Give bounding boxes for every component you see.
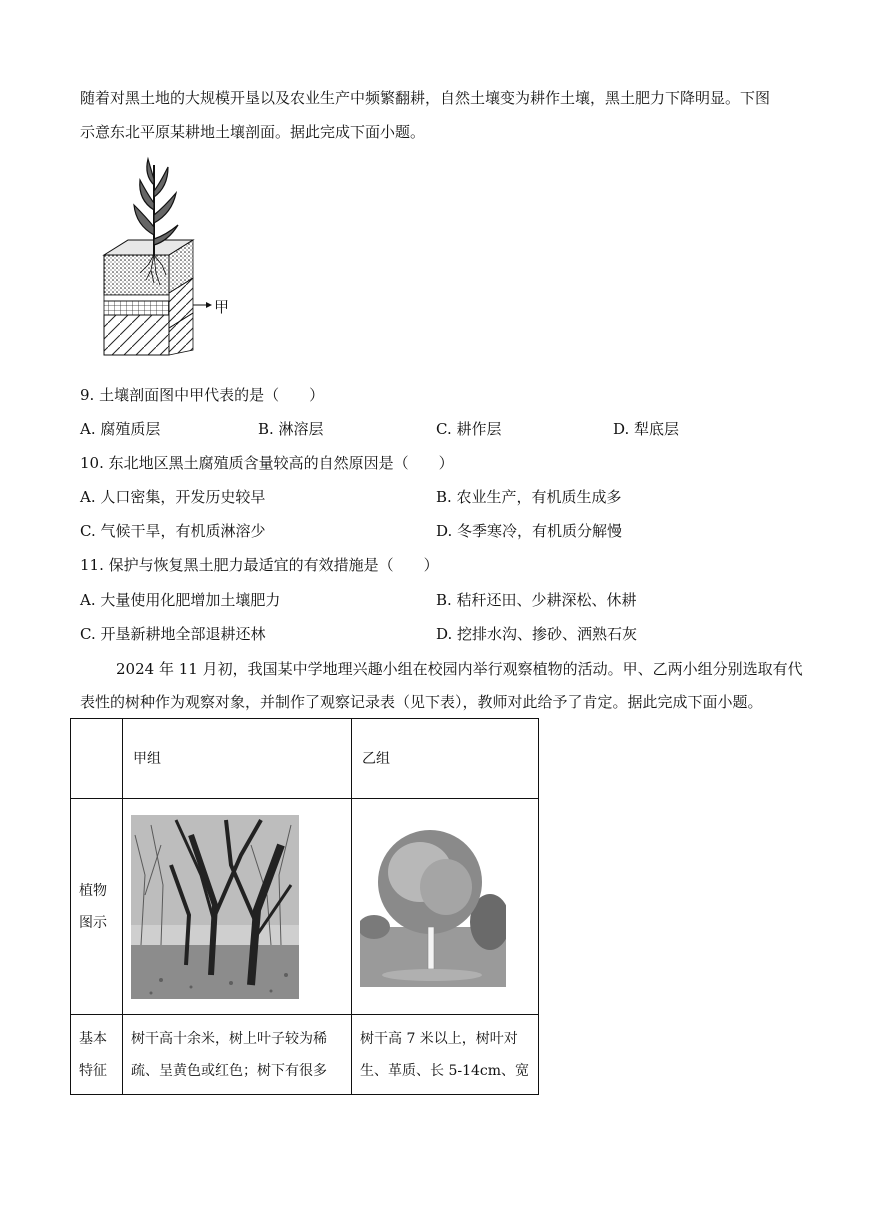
q9-option-b: B. 淋溶层	[258, 420, 324, 438]
figure-label-jia: 甲	[214, 298, 230, 316]
evergreen-tree-photo	[360, 827, 506, 987]
q9-option-d: D. 犁底层	[613, 420, 680, 438]
q10-stem: 10. 东北地区黑土腐殖质含量较高的自然原因是（ ）	[80, 454, 454, 472]
soil-profile-diagram	[96, 155, 246, 360]
intro-line-2: 示意东北平原某耕地土壤剖面。据此完成下面小题。	[80, 123, 426, 141]
q9-option-a: A. 腐殖质层	[80, 420, 161, 438]
table-row-label-images: 植物 图示	[71, 799, 123, 1015]
deciduous-trees-photo	[131, 815, 299, 999]
observation-table	[70, 718, 539, 1095]
table-cell-group-b-image	[352, 799, 539, 1015]
table-row-label-features: 基本 特征	[71, 1015, 123, 1095]
table-cell-group-a-image	[123, 799, 352, 1015]
q11-stem: 11. 保护与恢复黑土肥力最适宜的有效措施是（ ）	[80, 556, 439, 574]
q11-option-b: B. 秸秆还田、少耕深松、休耕	[436, 591, 637, 609]
table-corner-cell	[71, 719, 123, 799]
q11-option-d: D. 挖排水沟、掺砂、洒熟石灰	[436, 625, 638, 643]
intro2-line-2: 表性的树种作为观察对象，并制作了观察记录表（见下表），教师对此给予了肯定。据此完成下面小题。	[80, 693, 763, 711]
table-cell-group-a-features: 树干高十余米，树上叶子较为稀 疏、呈黄色或红色；树下有很多	[123, 1015, 352, 1095]
intro2-line-1: 2024 年 11 月初，我国某中学地理兴趣小组在校园内举行观察植物的活动。甲、乙两小组分别选取有代	[116, 660, 803, 678]
table-header-group-b: 乙组	[352, 719, 539, 799]
table-header-group-a: 甲组	[123, 719, 352, 799]
q10-option-d: D. 冬季寒冷，有机质分解慢	[436, 522, 623, 540]
q10-option-a: A. 人口密集，开发历史较早	[80, 488, 266, 506]
q10-option-c: C. 气候干旱，有机质淋溶少	[80, 522, 266, 540]
q9-option-c: C. 耕作层	[436, 420, 502, 438]
q11-option-a: A. 大量使用化肥增加土壤肥力	[80, 591, 281, 609]
q10-option-b: B. 农业生产，有机质生成多	[436, 488, 622, 506]
q9-stem: 9. 土壤剖面图中甲代表的是（ ）	[80, 386, 325, 404]
q11-option-c: C. 开垦新耕地全部退耕还林	[80, 625, 266, 643]
intro-line-1: 随着对黑土地的大规模开垦以及农业生产中频繁翻耕，自然土壤变为耕作土壤，黑土肥力下降明显。下图	[80, 89, 771, 107]
soil-profile-figure	[96, 155, 246, 360]
table-cell-group-b-features: 树干高 7 米以上，树叶对 生、革质、长 5-14cm、宽	[352, 1015, 539, 1095]
